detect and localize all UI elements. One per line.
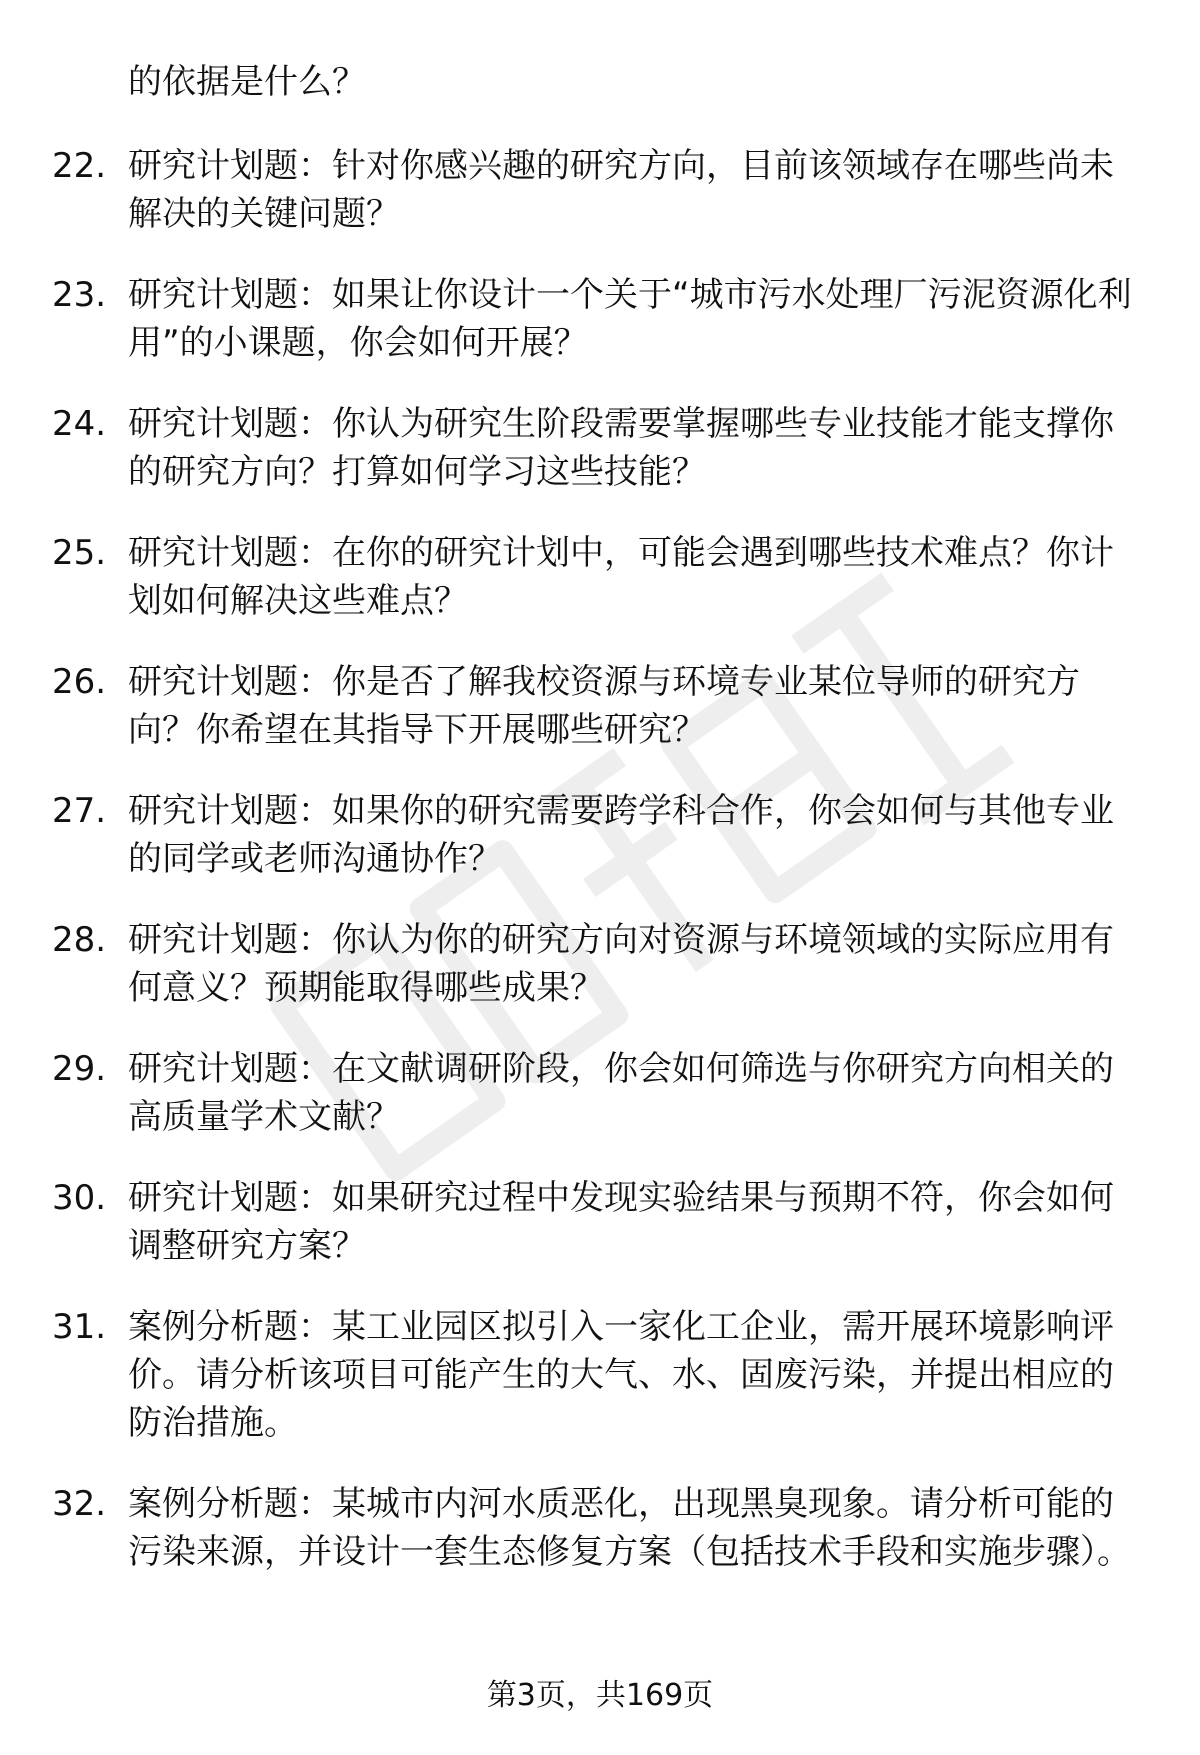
question-item: [0, 916, 1200, 1012]
question-text: 研究计划题：如果研究过程中发现实验结果与预期不符，你会如何调整研究方案？: [128, 1178, 1114, 1266]
question-item: [0, 787, 1200, 883]
question-number: 24.: [52, 404, 107, 444]
question-number: 25.: [52, 533, 107, 573]
continued-question-text: 的依据是什么？: [128, 62, 366, 102]
question-text: 研究计划题：如果让你设计一个关于“城市污水处理厂污泥资源化利用”的小课题，你会如何开展？: [128, 275, 1132, 363]
question-item: [0, 400, 1200, 496]
question-text: 研究计划题：在你的研究计划中，可能会遇到哪些技术难点？你计划如何解决这些难点？: [128, 533, 1114, 621]
question-item: [0, 529, 1200, 625]
question-number: 32.: [52, 1484, 107, 1524]
page-footer: 第3页，共169页: [486, 1678, 714, 1713]
question-item: [0, 1303, 1200, 1447]
question-item: [0, 1480, 1200, 1576]
question-text: 案例分析题：某城市内河水质恶化，出现黑臭现象。请分析可能的污染来源，并设计一套生态修复方案（包括技术手段和实施步骤）。: [128, 1484, 1131, 1572]
question-number: 28.: [52, 920, 107, 960]
question-text: 研究计划题：你认为你的研究方向对资源与环境领域的实际应用有何意义？预期能取得哪些成果？: [128, 920, 1114, 1008]
question-text: 研究计划题：针对你感兴趣的研究方向，目前该领域存在哪些尚未解决的关键问题？: [128, 146, 1114, 234]
question-text: 研究计划题：在文献调研阶段，你会如何筛选与你研究方向相关的高质量学术文献？: [128, 1049, 1114, 1137]
question-text: 研究计划题：你是否了解我校资源与环境专业某位导师的研究方向？你希望在其指导下开展哪些研究？: [128, 662, 1080, 750]
question-number: 23.: [52, 275, 107, 315]
question-number: 30.: [52, 1178, 107, 1218]
question-text: 研究计划题：你认为研究生阶段需要掌握哪些专业技能才能支撑你的研究方向？打算如何学习这些技能？: [128, 404, 1114, 492]
question-number: 26.: [52, 662, 107, 702]
question-item: [0, 142, 1200, 238]
question-item: [0, 271, 1200, 367]
question-number: 29.: [52, 1049, 107, 1089]
question-item: [0, 1045, 1200, 1141]
question-number: 27.: [52, 791, 107, 831]
question-number: 31.: [52, 1307, 107, 1347]
question-item: [0, 658, 1200, 754]
question-text: 案例分析题：某工业园区拟引入一家化工企业，需开展环境影响评价。请分析该项目可能产生的大气、水、固废污染，并提出相应的防治措施。: [128, 1307, 1114, 1443]
question-list: [0, 142, 1200, 1609]
question-item: [0, 1174, 1200, 1270]
question-number: 22.: [52, 146, 107, 186]
question-text: 研究计划题：如果你的研究需要跨学科合作，你会如何与其他专业的同学或老师沟通协作？: [128, 791, 1114, 879]
